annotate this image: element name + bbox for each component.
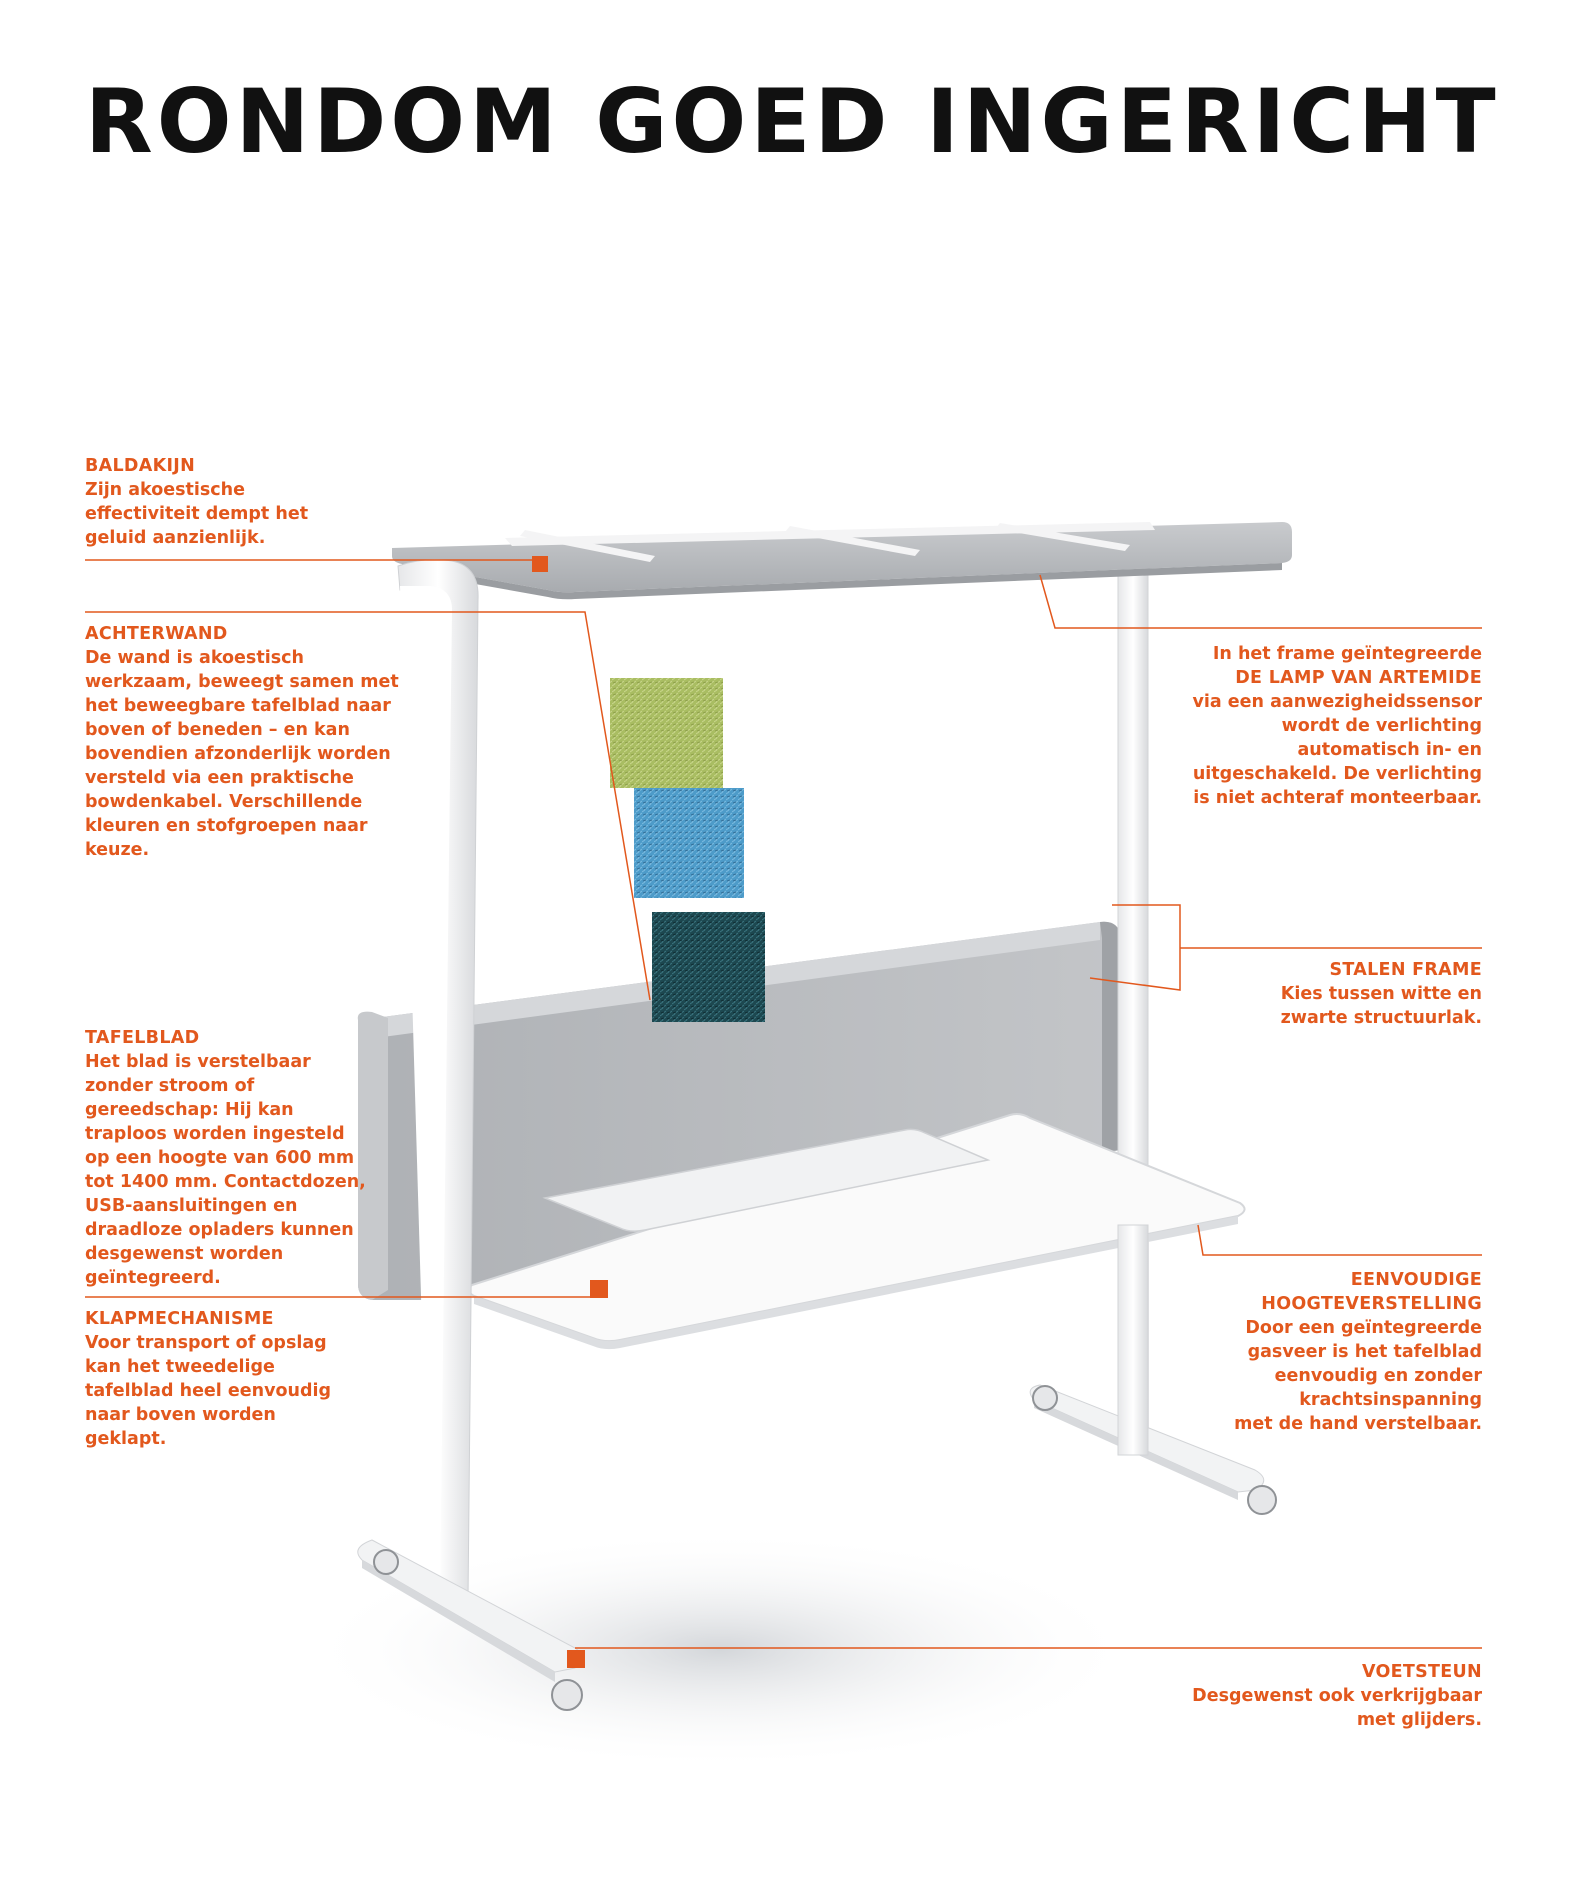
callout-klapmechanisme bbox=[85, 1307, 331, 1451]
front-right-leg bbox=[1118, 1225, 1148, 1455]
callout-heading: VOETSTEUN bbox=[1361, 1662, 1482, 1682]
caster-left bbox=[374, 1550, 398, 1574]
callout-heading: DE LAMP VAN ARTEMIDE bbox=[1235, 668, 1482, 688]
callout-text: Door een geïntegreerde gasveer is het tafelblad eenvoudig en zonder krachtsinspanning met de hand verstelbaar. bbox=[1234, 1318, 1482, 1434]
callout-text: Het blad is verstelbaar zonder stroom of gereedschap: Hij kan traploos worden ingesteld op een hoogte van 600 mm tot 1400 mm. Contactdozen, USB-aansluitingen en draadloze opladers kunnen desgewenst worden geïntegreerd. bbox=[85, 1052, 366, 1288]
callout-heading: EENVOUDIGE HOOGTEVERSTELLING bbox=[1261, 1270, 1482, 1314]
leader-lamp bbox=[1040, 575, 1482, 628]
callout-achterwand bbox=[85, 622, 399, 862]
callout-hoogteverstelling bbox=[1234, 1268, 1482, 1436]
marker-baldakijn bbox=[532, 556, 548, 572]
callout-text: Voor transport of opslag kan het tweedelige tafelblad heel eenvoudig naar boven worden geklapt. bbox=[85, 1333, 332, 1449]
callout-heading: BALDAKIJN bbox=[85, 456, 196, 476]
page-title: RONDOM GOED INGERICHT bbox=[85, 70, 1500, 173]
caster-right bbox=[1248, 1486, 1276, 1514]
caster-front bbox=[552, 1680, 582, 1710]
callout-intro: In het frame geïntegreerde bbox=[1212, 644, 1482, 664]
callout-text: Desgewenst ook verkrijgbaar met glijders. bbox=[1192, 1686, 1482, 1730]
leader-hoogte bbox=[1198, 1225, 1482, 1255]
swatch-green bbox=[610, 678, 723, 788]
callout-voetsteun bbox=[1192, 1660, 1482, 1732]
callout-text: via een aanwezigheidssensor wordt de verlichting automatisch in- en uitgeschakeld. De verlichting is niet achteraf monteerbaar. bbox=[1192, 692, 1482, 808]
callout-tafelblad bbox=[85, 1026, 366, 1290]
callout-text: Zijn akoestische effectiviteit dempt het geluid aanzienlijk. bbox=[85, 480, 309, 548]
callout-text: Kies tussen witte en zwarte structuurlak. bbox=[1280, 984, 1482, 1028]
floor-shadow bbox=[300, 1530, 1140, 1770]
callout-heading: ACHTERWAND bbox=[85, 624, 228, 644]
callout-heading: KLAPMECHANISME bbox=[85, 1309, 274, 1329]
marker-voetsteun bbox=[567, 1650, 585, 1668]
swatch-blue bbox=[634, 788, 744, 898]
callout-lamp bbox=[1192, 642, 1482, 810]
callout-heading: TAFELBLAD bbox=[85, 1028, 200, 1048]
callout-text: De wand is akoestisch werkzaam, beweegt samen met het beweegbare tafelblad naar boven of beneden – en kan bovendien afzonderlijk worden versteld via een praktische bowdenkabel. Verschillende kleuren en stofgroepen naar keuze. bbox=[85, 648, 399, 860]
swatch-dark bbox=[652, 912, 765, 1022]
callout-baldakijn bbox=[85, 454, 308, 550]
marker-tafelblad bbox=[590, 1280, 608, 1298]
callout-heading: STALEN FRAME bbox=[1329, 960, 1482, 980]
callout-stalen-frame bbox=[1281, 958, 1482, 1030]
caster-rear bbox=[1033, 1386, 1057, 1410]
